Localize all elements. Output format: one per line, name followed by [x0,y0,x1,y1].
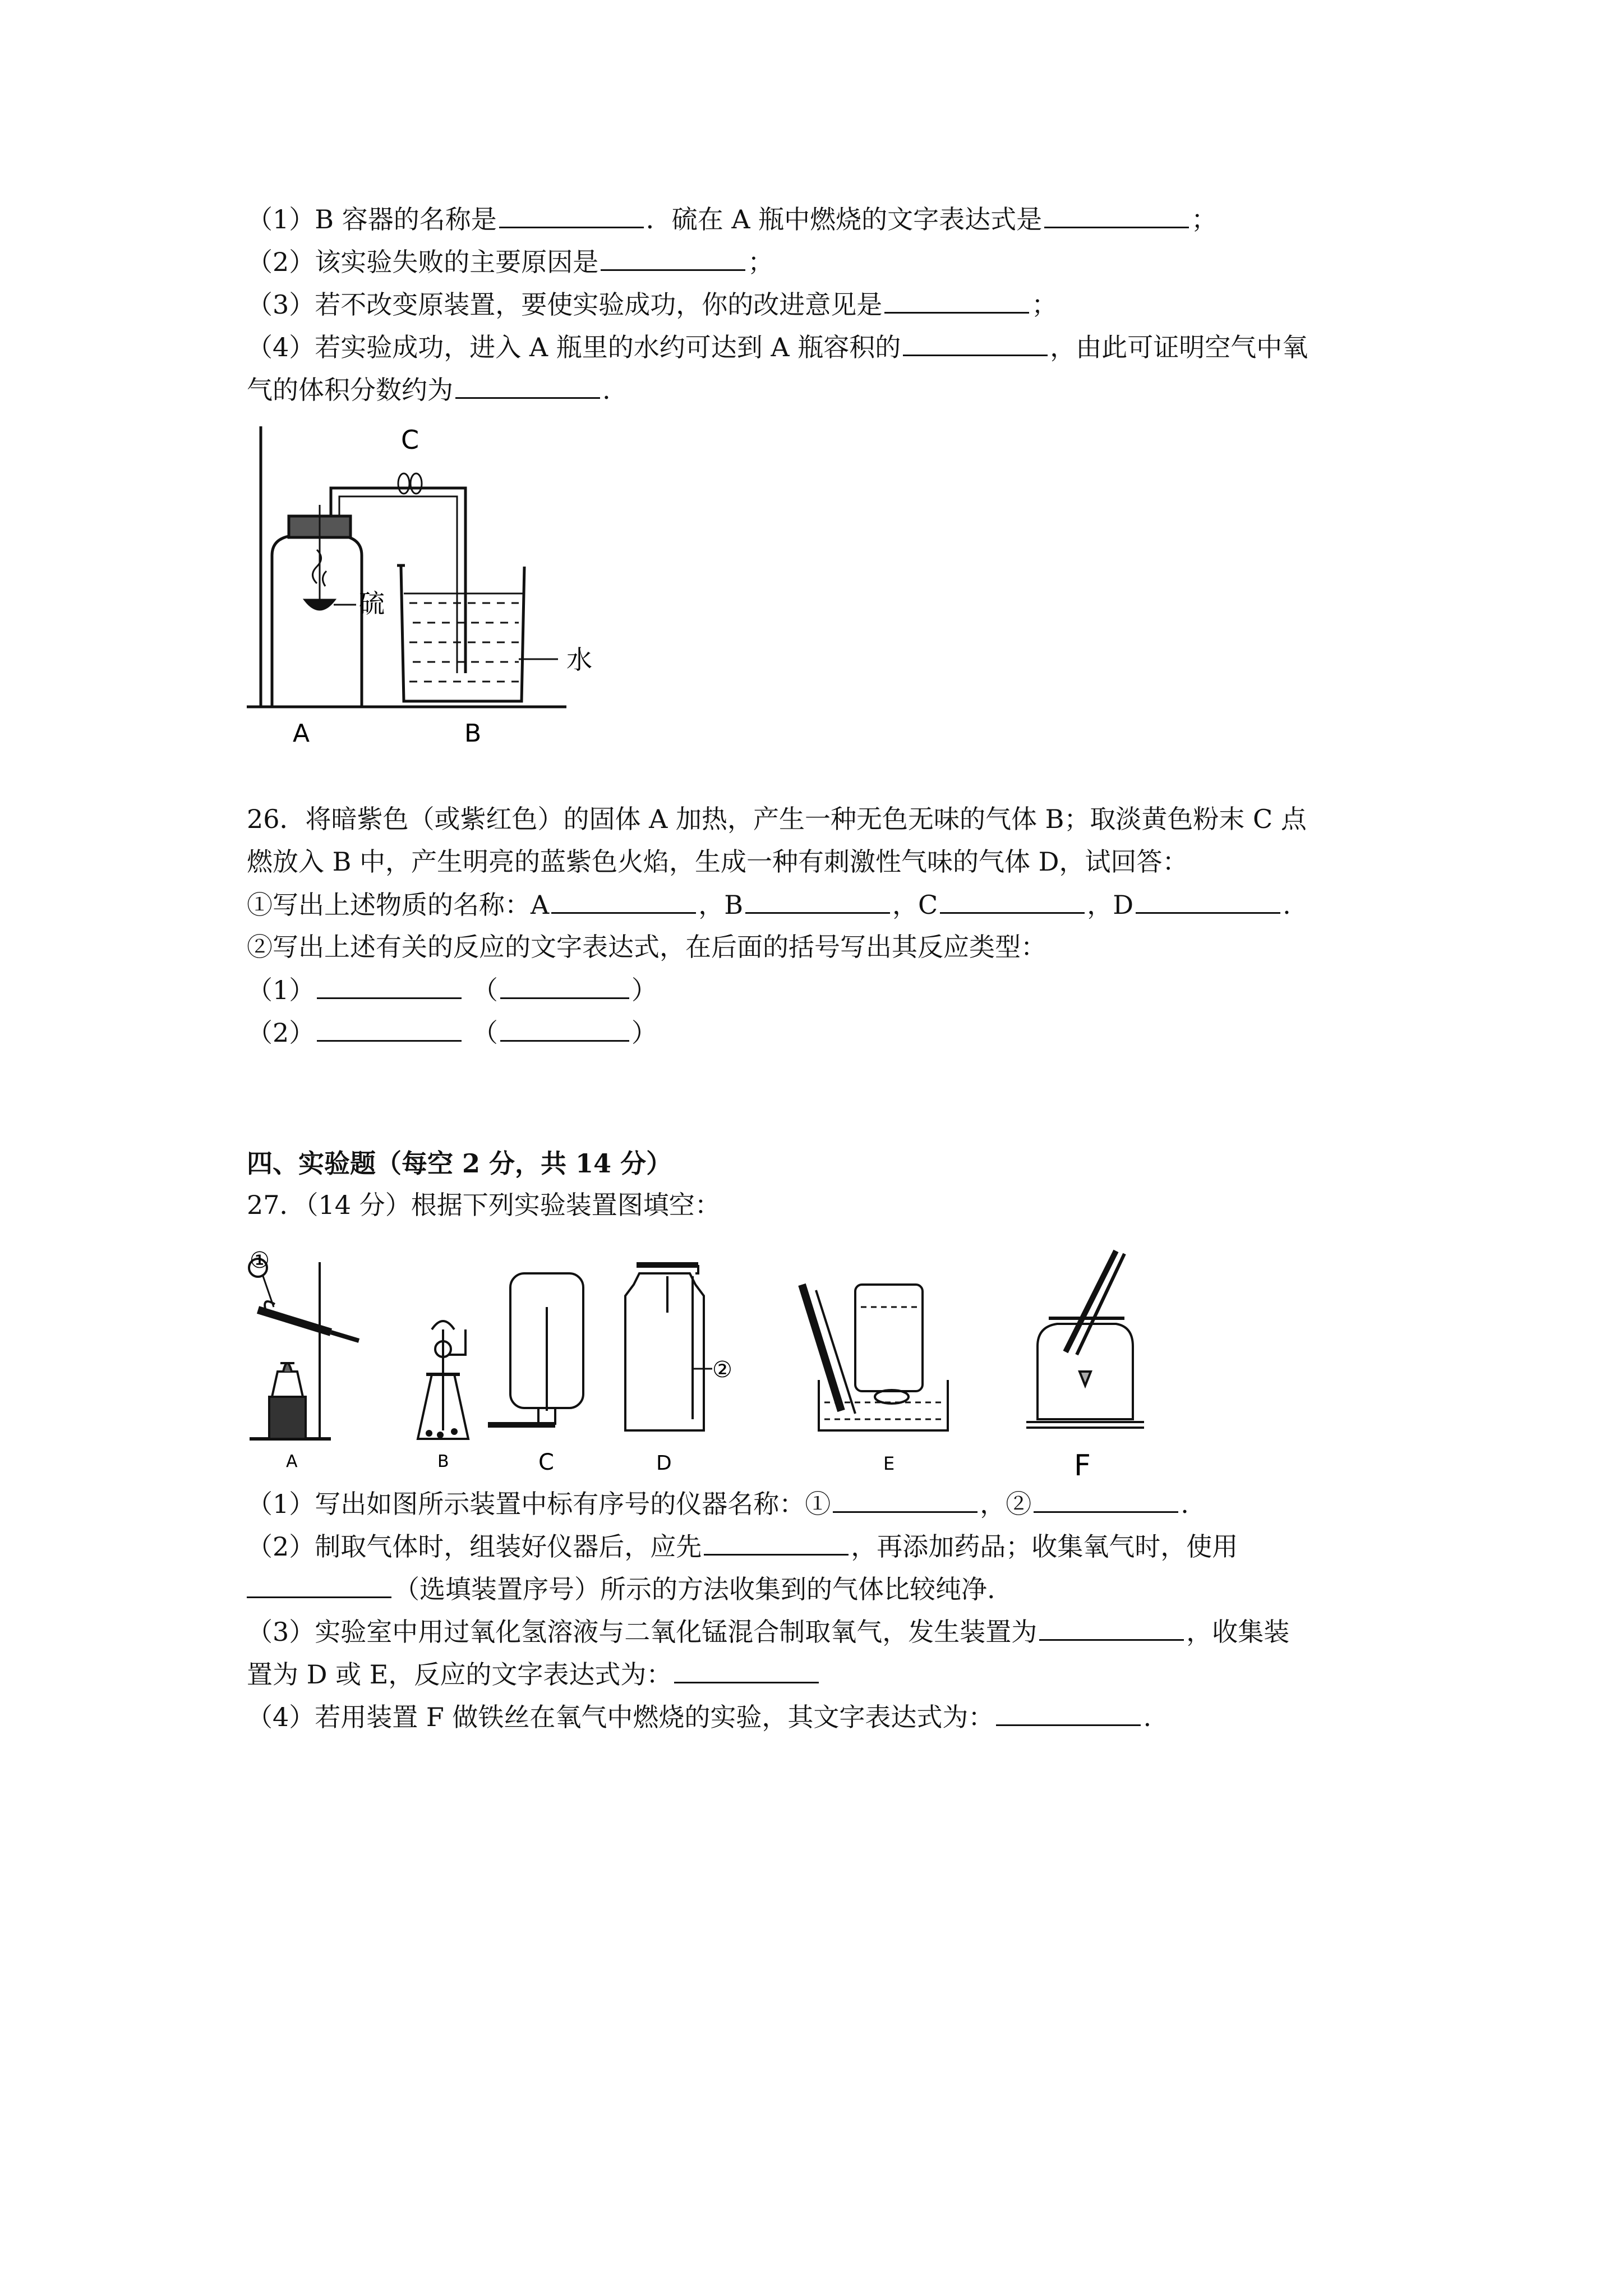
label-b: B [437,1452,449,1471]
q26-line-1: 26．将暗紫色（或紫红色）的固体 A 加热，产生一种无色无味的气体 B；取淡黄色粉末 C 点 [247,804,1307,834]
combustion-spoon [306,600,334,609]
answer-blank[interactable] [499,202,644,228]
q25-text: （3）若不改变原装置，要使实验成功，你的改进意见是 [247,289,883,320]
q27-text: （1）写出如图所示装置中标有序号的仪器名称：① [247,1489,831,1519]
q26-text: （ [472,1018,498,1048]
apparatus-c [488,1273,583,1425]
q27-line-3 [247,1572,995,1606]
q25-line-3 [247,287,1057,321]
answer-blank[interactable] [833,1487,978,1513]
q26-text: ） [631,1018,657,1048]
label-water: 水 [566,645,592,675]
q25-text: （4）若实验成功，进入 A 瓶里的水约可达到 A 瓶容积的 [247,332,901,362]
answer-blank[interactable] [1034,1487,1178,1513]
q25-text: ； [748,247,774,277]
answer-blank[interactable] [884,287,1029,314]
label-sulfur: 硫 [359,588,385,619]
jar-a [272,536,362,707]
section-heading: 四、实验题（每空 2 分，共 14 分） [247,1148,672,1179]
q26-text: ，D [1087,890,1134,920]
q26-text: （1） [247,975,315,1005]
q27-intro: 27．（14 分）根据下列实验装置图填空： [247,1190,721,1220]
label-1: ① [250,1248,270,1273]
apparatus-e [802,1285,948,1430]
q26-line-4: ②写出上述有关的反应的文字表达式，在后面的括号写出其反应类型： [247,932,1046,962]
q26-text: ，B [698,890,744,920]
label-b: B [464,719,482,748]
label-c: C [538,1450,554,1475]
answer-blank[interactable] [1136,887,1280,914]
q25-text: （1）B 容器的名称是 [247,204,497,234]
answer-blank[interactable] [601,245,745,271]
answer-blank[interactable] [704,1529,849,1556]
q27-line-4 [247,1614,1289,1649]
apparatus-a [249,1259,359,1439]
q25-line-2 [247,245,773,279]
q26-text: ①写出上述物质的名称：A [247,890,550,920]
answer-blank[interactable] [1044,202,1189,228]
answer-blank[interactable] [996,1700,1141,1726]
apparatus-f [1026,1251,1144,1428]
q27-text: （3）实验室中用过氧化氢溶液与二氧化锰混合制取氧气，发生装置为 [247,1617,1038,1647]
q25-text: ，由此可证明空气中氧 [1050,332,1308,362]
label-c: C [401,425,419,455]
q27-line-6 [247,1700,1151,1734]
q27-text: （2）制取气体时，组装好仪器后，应先 [247,1531,702,1562]
q27-text: ，② [980,1489,1032,1519]
answer-blank[interactable] [674,1657,819,1683]
q26-text: （2） [247,1018,315,1048]
clamp-c [398,473,409,494]
q27-text: （4）若用装置 F 做铁丝在氧气中燃烧的实验，其文字表达式为： [247,1702,994,1732]
answer-blank[interactable] [1039,1614,1184,1641]
answer-blank[interactable] [317,973,462,999]
answer-blank[interactable] [500,1015,629,1042]
q25-line-4 [247,330,1308,364]
q26-line-5 [247,973,657,1007]
beaker-b [401,567,524,701]
q27-apparatus-figure [241,1228,1195,1487]
q27-text: ，收集装 [1186,1617,1290,1647]
q27-text: ，再添加药品；收集氧气时，使用 [851,1531,1238,1562]
answer-blank[interactable] [551,887,696,914]
q26-line-2: 燃放入 B 中，产生明亮的蓝紫色火焰，生成一种有刺激性气味的气体 D，试回答： [247,846,1188,877]
answer-blank[interactable] [317,1015,462,1042]
q25-text: ； [1191,204,1218,234]
q27-line-1 [247,1487,1189,1521]
q27-line-5 [247,1657,821,1691]
answer-blank[interactable] [247,1572,391,1598]
label-d: D [656,1452,672,1475]
q26-text: （ [472,975,498,1005]
label-2: ② [712,1357,732,1383]
apparatus-d [625,1265,712,1430]
q25-apparatus-figure [241,415,673,752]
q26-line-3 [247,887,1291,922]
answer-blank[interactable] [903,330,1048,356]
q26-line-6 [247,1015,657,1050]
q25-text: . [602,375,611,405]
q27-line-2 [247,1529,1238,1563]
answer-blank[interactable] [500,973,629,999]
q25-text: ．硫在 A 瓶中燃烧的文字表达式是 [645,204,1043,234]
answer-blank[interactable] [455,372,600,399]
q26-text: . [1283,890,1291,920]
label-e: E [883,1453,895,1474]
answer-blank[interactable] [940,887,1085,914]
label-a: A [293,719,310,748]
label-f: F [1074,1449,1091,1483]
q26-text: ） [631,975,657,1005]
answer-blank[interactable] [745,887,890,914]
apparatus-b [418,1321,468,1439]
q25-text: ； [1031,289,1058,320]
label-a: A [286,1452,298,1471]
q25-line-5 [247,372,611,407]
q27-text: . [1143,1702,1152,1732]
q27-text: 置为 D 或 E，反应的文字表达式为： [247,1659,672,1690]
q27-text: （选填装置序号）所示的方法收集到的气体比较纯净. [394,1574,995,1604]
q25-text: 气的体积分数约为 [247,375,453,405]
q25-line-1 [247,202,1217,236]
q27-text: . [1181,1489,1189,1519]
q26-text: ，C [892,890,938,920]
q25-text: （2）该实验失败的主要原因是 [247,247,599,277]
